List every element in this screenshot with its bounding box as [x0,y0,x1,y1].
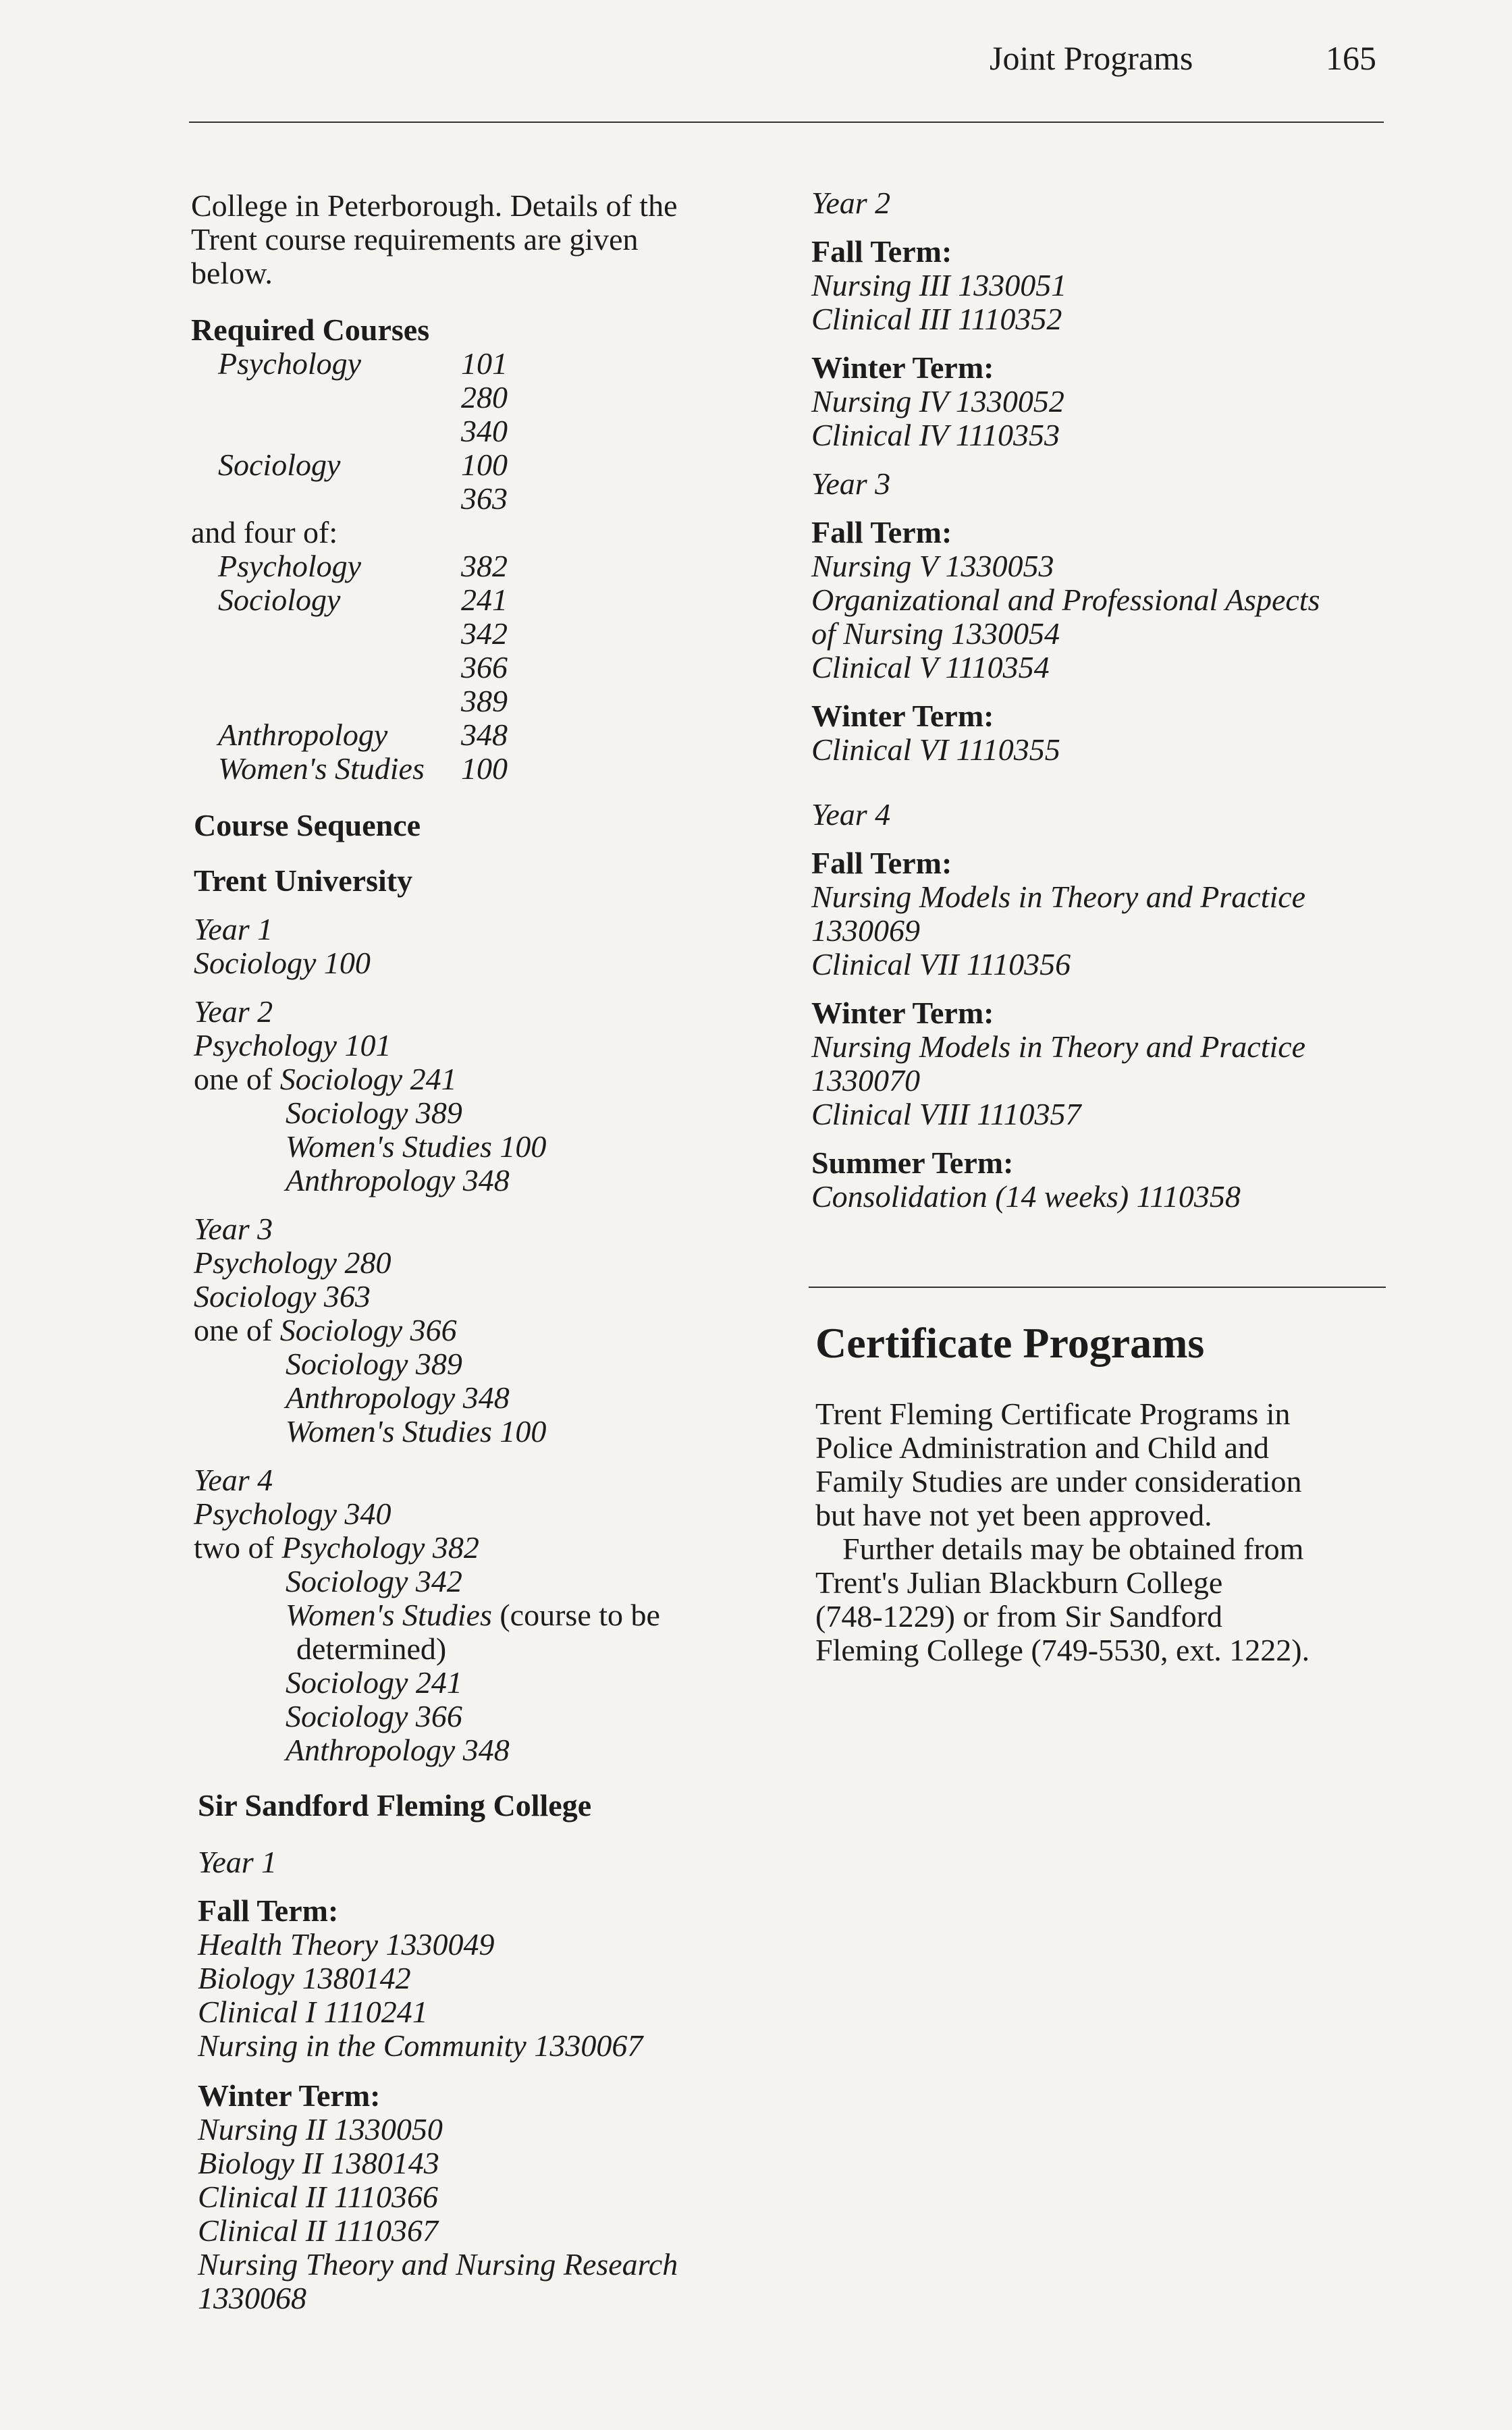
course-item: Health Theory 1330049 [198,1927,495,1962]
course-item: Nursing Models in Theory and Practice [811,880,1306,914]
year-label: Year 4 [811,797,891,832]
sequence-option: Women's Studies 100 [286,1414,547,1449]
course-number: 340 [461,414,508,448]
year-label: Year 3 [811,466,891,501]
trent-university-heading: Trent University [194,863,413,898]
year-label: Year 2 [811,186,891,220]
sequence-option [286,1598,660,1632]
intro-line: Trent course requirements are given [191,222,639,256]
course-number: 280 [461,380,508,414]
course-item: Clinical VII 1110356 [811,947,1071,981]
sequence-item: Psychology 340 [194,1496,392,1531]
course-item: 1330069 [811,913,920,948]
sequence-option: Sociology 241 [279,1062,457,1096]
course-item: Nursing II 1330050 [198,2112,443,2146]
course-number: 363 [461,481,508,516]
course-item: Clinical II 1110366 [198,2180,439,2214]
course-note: (course to be [500,1598,660,1632]
course-subject: Anthropology [218,718,388,752]
course-item: Clinical III 1110352 [811,302,1062,336]
term-heading: Fall Term: [811,515,952,549]
sequence-option: Anthropology 348 [286,1163,510,1197]
course-number: 389 [461,684,508,718]
paragraph-line: Trent Fleming Certificate Programs in [815,1397,1291,1431]
sequence-option: Sociology 342 [286,1564,462,1598]
course-number: 342 [461,616,508,651]
paragraph-line: but have not yet been approved. [815,1498,1212,1532]
sequence-option: Psychology 382 [281,1530,479,1565]
running-header [990,38,1376,78]
and-four-of-label: and four of: [191,515,338,549]
course-item: Clinical II 1110367 [198,2213,439,2248]
year-label: Year 4 [194,1463,273,1497]
paragraph-line: Further details may be obtained from [842,1532,1304,1566]
year-label: Year 1 [194,912,273,946]
sequence-option: Sociology 389 [286,1096,462,1130]
course-number: 100 [461,448,508,482]
course-subject: Sociology [218,448,341,482]
page-number: 165 [1326,39,1376,77]
sequence-option: Women's Studies 100 [286,1129,547,1164]
required-courses-heading: Required Courses [191,313,430,347]
course-item: Biology II 1380143 [198,2146,439,2180]
sequence-item [194,1531,479,1565]
course-item: Nursing Models in Theory and Practice [811,1029,1306,1064]
sequence-option: Sociology 389 [286,1347,462,1381]
term-heading: Summer Term: [811,1145,1014,1180]
course-subject: Women's Studies [286,1598,492,1632]
fleming-college-heading: Sir Sandford Fleming College [198,1788,592,1823]
term-heading: Winter Term: [811,699,994,733]
course-number: 382 [461,549,508,583]
term-heading: Fall Term: [811,234,952,269]
paragraph-line: Family Studies are under consideration [815,1464,1302,1498]
term-heading: Winter Term: [198,2078,381,2113]
course-item: Nursing Theory and Nursing Research [198,2247,678,2282]
course-item: Biology 1380142 [198,1961,411,1995]
sequence-option: Sociology 241 [286,1665,462,1700]
header-section-title: Joint Programs [990,39,1193,77]
course-number: 101 [461,346,508,381]
course-item: Clinical V 1110354 [811,650,1050,684]
course-item: 1330070 [811,1063,920,1098]
course-item: 1330068 [198,2281,306,2315]
sequence-option: Sociology 366 [279,1313,457,1347]
course-item: of Nursing 1330054 [811,616,1060,651]
sequence-item: Psychology 101 [194,1028,392,1062]
course-item: Clinical VIII 1110357 [811,1097,1081,1131]
paragraph-line: (748-1229) or from Sir Sandford [815,1599,1223,1634]
sequence-item: Sociology 100 [194,946,371,980]
sequence-option: Sociology 366 [286,1699,462,1733]
paragraph-line: Trent's Julian Blackburn College [815,1565,1223,1600]
one-of-label: one of [194,1313,273,1347]
paragraph-line: Fleming College (749-5530, ext. 1222). [815,1633,1310,1667]
course-item: Organizational and Professional Aspects [811,583,1320,617]
certificate-programs-heading: Certificate Programs [815,1319,1205,1367]
course-item: Nursing IV 1330052 [811,384,1064,418]
term-heading: Fall Term: [198,1893,339,1928]
course-subject: Women's Studies [218,751,425,786]
sequence-item: Sociology 363 [194,1279,371,1314]
one-of-label: one of [194,1062,273,1096]
course-number: 241 [461,583,508,617]
sequence-item [194,1062,457,1096]
course-item: Clinical IV 1110353 [811,418,1060,452]
intro-line: below. [191,256,273,290]
header-rule [189,122,1384,123]
course-item: Consolidation (14 weeks) 1110358 [811,1179,1241,1214]
year-label: Year 3 [194,1212,273,1246]
course-item: Nursing III 1330051 [811,268,1067,302]
sequence-option: Anthropology 348 [286,1733,510,1767]
course-note: determined) [296,1631,447,1666]
term-heading: Winter Term: [811,996,994,1030]
term-heading: Fall Term: [811,846,952,880]
sequence-item: Psychology 280 [194,1245,392,1280]
term-heading: Winter Term: [811,350,994,385]
course-item: Clinical I 1110241 [198,1995,428,2029]
year-label: Year 2 [194,994,273,1029]
course-subject: Sociology [218,583,341,617]
two-of-label: two of [194,1530,274,1565]
course-number: 348 [461,718,508,752]
sequence-item [194,1314,457,1347]
paragraph-line: Police Administration and Child and [815,1430,1270,1465]
section-rule [809,1287,1386,1288]
course-number: 366 [461,650,508,684]
year-label: Year 1 [198,1845,277,1879]
course-subject: Psychology [218,549,362,583]
intro-line: College in Peterborough. Details of the [191,188,678,223]
course-number: 100 [461,751,508,786]
course-sequence-heading: Course Sequence [194,808,421,842]
sequence-option: Anthropology 348 [286,1380,510,1415]
course-subject: Psychology [218,346,362,381]
course-item: Nursing in the Community 1330067 [198,2028,643,2063]
course-item: Clinical VI 1110355 [811,732,1060,767]
course-item: Nursing V 1330053 [811,549,1054,583]
